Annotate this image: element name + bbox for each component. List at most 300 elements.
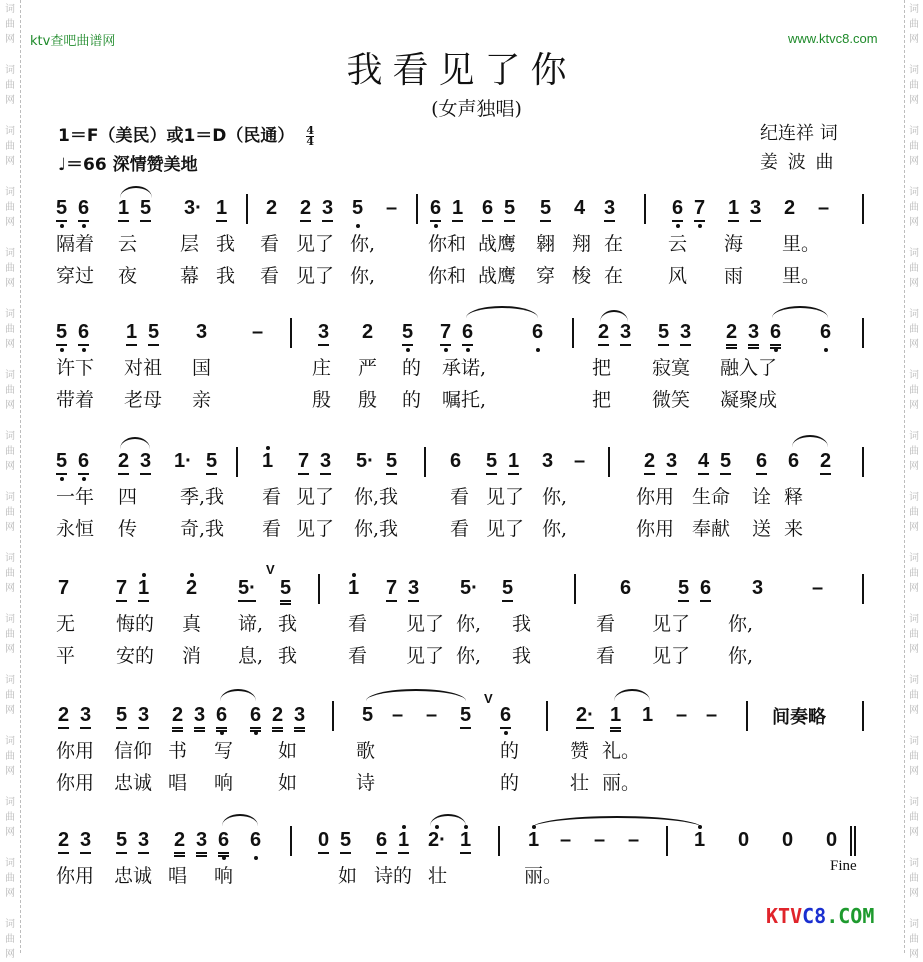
note: 6 [820, 321, 832, 343]
fine-marking: Fine [830, 858, 857, 874]
lyric-syllable: 嘱托, [442, 389, 487, 411]
margin-watermark: 词 曲 网 [909, 492, 919, 533]
tie-slur [120, 186, 152, 198]
dash-extension: – [594, 829, 606, 851]
note: 2 [644, 449, 655, 475]
margin-watermark: 词 曲 网 [5, 126, 15, 167]
time-signature-top: 4 [306, 123, 314, 137]
lyric-syllable: 我 [216, 265, 236, 287]
margin-watermark: 词 曲 网 [5, 736, 15, 777]
lyric-syllable: 对祖 [124, 357, 163, 379]
notes-row [56, 562, 868, 608]
note: 7 [440, 320, 451, 346]
lyric-syllable: 的 [402, 389, 422, 411]
lyric-syllable: 亲 [192, 389, 212, 411]
note: 1 [398, 828, 409, 854]
note: 3 [752, 577, 764, 599]
lyric-syllable: 见了 [406, 645, 445, 667]
margin-watermark: 词 曲 网 [909, 65, 919, 106]
lyric-line-2 [56, 644, 868, 670]
tie-slur [430, 814, 466, 826]
note: 2 [300, 196, 311, 222]
note: 1 [508, 449, 519, 475]
margin-watermark: 词 曲 网 [5, 492, 15, 533]
barline [862, 701, 864, 731]
lyric-syllable: 永恒 [56, 518, 95, 540]
lyric-syllable: 见了 [296, 518, 335, 540]
note: 6 [218, 828, 229, 857]
lyric-syllable: 战鹰 [478, 233, 517, 255]
dash-extension: – [560, 829, 572, 851]
lyric-syllable: 带着 [56, 389, 95, 411]
quarter-note-icon: ♩ [58, 155, 67, 175]
dash-extension: – [426, 704, 438, 726]
barline [746, 701, 748, 731]
lyric-syllable: 如 [338, 865, 358, 887]
note: 1 [642, 704, 654, 726]
note: 5· [238, 576, 256, 602]
lyric-syllable: 你用 [56, 865, 95, 887]
note: 0 [318, 828, 329, 854]
lyric-syllable: 看 [450, 486, 470, 508]
lyric-syllable: 寂寞 [652, 357, 691, 379]
note: 2 [58, 828, 69, 854]
time-signature-bottom: 4 [306, 134, 314, 148]
lyric-line-1 [56, 485, 868, 511]
lyric-syllable: 平 [56, 645, 76, 667]
lyric-syllable: 你,我 [354, 518, 399, 540]
lyric-syllable: 翱 [536, 233, 556, 255]
lyric-syllable: 来 [784, 518, 804, 540]
barline [862, 194, 864, 224]
lyric-syllable: 丽。 [524, 865, 563, 887]
note: 6 [620, 577, 632, 599]
note: 1 [460, 828, 471, 854]
lyric-syllable: 见了 [406, 613, 445, 635]
lyric-syllable: 送 [752, 518, 772, 540]
barline [246, 194, 248, 224]
lyric-syllable: 四 [118, 486, 138, 508]
lyric-line-2 [56, 264, 868, 290]
barline [424, 447, 426, 477]
lyric-line-1 [56, 232, 868, 258]
song-title: 我看见了你 [346, 50, 577, 91]
note: 1 [126, 320, 137, 346]
lyric-syllable: 生命 [692, 486, 731, 508]
lyric-syllable: 释 [784, 486, 804, 508]
lyricist-credit: 纪连祥 词 [760, 123, 838, 144]
dash-extension: – [812, 577, 824, 599]
dash-extension: – [706, 704, 718, 726]
note: 5 [140, 196, 151, 222]
lyric-syllable: 看 [450, 518, 470, 540]
lyric-syllable: 看 [262, 486, 282, 508]
note: 1 [348, 577, 360, 599]
note: 3 [80, 828, 91, 854]
lyric-syllable: 你, [728, 645, 754, 667]
barline [666, 826, 668, 856]
margin-watermark: 词 曲 网 [909, 248, 919, 289]
lyric-syllable: 严 [358, 357, 378, 379]
lyric-syllable: 我 [512, 645, 532, 667]
margin-watermark: 词 曲 网 [5, 675, 15, 716]
lyric-syllable: 看 [260, 233, 280, 255]
barline [572, 318, 574, 348]
note: 1 [118, 196, 129, 222]
note: 6 [482, 196, 493, 222]
lyric-syllable: 你, [728, 613, 754, 635]
note: 6 [78, 449, 89, 475]
note: 6 [250, 703, 261, 732]
lyric-syllable: 国 [192, 357, 212, 379]
barline [574, 574, 576, 604]
note: 3 [322, 196, 333, 222]
lyric-syllable: 你, [350, 265, 376, 287]
note: 5 [56, 449, 67, 475]
margin-watermark: 词 曲 网 [5, 919, 15, 960]
note: 3 [542, 450, 554, 472]
lyric-syllable: 壮 [428, 865, 448, 887]
note: 6 [672, 196, 683, 222]
key-signature [58, 121, 314, 147]
lyric-syllable: 见了 [486, 518, 525, 540]
lyric-line-2 [56, 517, 868, 543]
lyric-syllable: 你用 [636, 518, 675, 540]
margin-watermark: 词 曲 网 [5, 187, 15, 228]
lyric-syllable: 里。 [782, 233, 821, 255]
margin-watermark: 词 曲 网 [5, 65, 15, 106]
left-watermark-strip [0, 0, 21, 960]
note: 2 [272, 703, 283, 732]
lyric-syllable: 歌 [356, 740, 376, 762]
margin-watermark: 词 曲 网 [5, 248, 15, 289]
note: 2 [266, 197, 278, 219]
note: 3 [750, 196, 761, 222]
time-signature [306, 123, 314, 148]
lyric-line-1 [56, 356, 868, 382]
note: 5 [56, 320, 67, 346]
lyric-syllable: 融入了 [720, 357, 778, 379]
margin-watermark: 词 曲 网 [5, 309, 15, 350]
lyric-syllable: 忠诚 [114, 865, 153, 887]
tie-slur [600, 310, 628, 322]
lyric-syllable: 你, [350, 233, 376, 255]
note: 2 [186, 577, 198, 599]
margin-watermark: 词 曲 网 [909, 370, 919, 411]
lyric-line-1 [56, 739, 868, 765]
lyric-syllable: 层 [180, 233, 200, 255]
note: 2 [598, 320, 609, 346]
note: 6 [532, 321, 544, 343]
barline [644, 194, 646, 224]
lyric-syllable: 唱 [168, 772, 188, 794]
lyric-syllable: 忠诚 [114, 772, 153, 794]
margin-watermark: 词 曲 网 [909, 858, 919, 899]
note: 5 [502, 576, 513, 602]
lyric-syllable: 幕 [180, 265, 200, 287]
tie-slur [772, 306, 828, 318]
note: 5 [340, 828, 351, 854]
note: 3 [138, 828, 149, 854]
barline [236, 447, 238, 477]
barline [862, 574, 864, 604]
lyric-syllable: 消 [182, 645, 202, 667]
margin-watermark: 词 曲 网 [909, 919, 919, 960]
note: 2 [726, 320, 737, 349]
note: 6 [700, 576, 711, 602]
note: 1 [728, 196, 739, 222]
lyric-syllable: 殷 [358, 389, 378, 411]
note: 3 [318, 320, 329, 346]
note: 5 [460, 703, 471, 729]
note: 7 [386, 576, 397, 602]
note: 6 [78, 320, 89, 346]
note: 3 [196, 321, 208, 343]
note: 5 [504, 196, 515, 222]
note: 0 [782, 829, 794, 851]
lyric-syllable: 庄 [312, 357, 332, 379]
lyric-syllable: 见了 [652, 613, 691, 635]
note: 6 [250, 829, 262, 851]
margin-watermark: 词 曲 网 [5, 370, 15, 411]
barline [332, 701, 334, 731]
margin-watermark: 词 曲 网 [5, 797, 15, 838]
song-subtitle: (女声独唱) [431, 98, 522, 120]
lyric-syllable: 夜 [118, 265, 138, 287]
dash-extension: – [628, 829, 640, 851]
note: 6 [462, 320, 473, 346]
lyric-syllable: 战鹰 [478, 265, 517, 287]
note: 7 [694, 196, 705, 222]
notes-row [56, 449, 868, 481]
note: 1 [694, 829, 706, 851]
lyric-syllable: 看 [596, 645, 616, 667]
margin-watermark: 词 曲 网 [5, 4, 15, 45]
note: 5 [402, 320, 413, 346]
notes-row [56, 196, 868, 228]
note: 3 [196, 828, 207, 857]
note: 1 [138, 576, 149, 602]
margin-watermark: 词 曲 网 [5, 614, 15, 655]
breath-mark-icon: V [266, 562, 275, 577]
lyric-syllable: 见了 [296, 233, 335, 255]
margin-watermark: 词 曲 网 [5, 431, 15, 472]
note: 1 [262, 450, 274, 472]
lyric-line-1 [56, 612, 868, 638]
note: 1 [216, 196, 227, 222]
key-text: 1＝F（美民）或1＝D（民通） [58, 126, 295, 146]
note: 2· [576, 703, 594, 729]
note: 2 [58, 703, 69, 729]
margin-watermark: 词 曲 网 [909, 797, 919, 838]
tempo-text: ＝66 深情赞美地 [66, 155, 198, 175]
tie-slur [792, 435, 828, 447]
lyric-syllable: 在 [604, 233, 624, 255]
note: 6 [770, 320, 781, 349]
note: 3 [294, 703, 305, 732]
note: 7 [116, 576, 127, 602]
lyric-syllable: 的 [500, 772, 520, 794]
note: 3 [748, 320, 759, 349]
margin-watermark: 词 曲 网 [909, 126, 919, 167]
note: 5 [56, 196, 67, 222]
lyric-syllable: 你, [542, 518, 568, 540]
barline [290, 318, 292, 348]
margin-watermark: 词 曲 网 [909, 4, 919, 45]
lyric-syllable: 云 [118, 233, 138, 255]
lyric-syllable: 你用 [56, 772, 95, 794]
lyric-syllable: 书 [168, 740, 188, 762]
margin-watermark: 词 曲 网 [909, 736, 919, 777]
note: 3 [680, 320, 691, 346]
note: 5 [362, 704, 374, 726]
lyric-syllable: 丽。 [602, 772, 641, 794]
dash-extension: – [818, 197, 830, 219]
note: 6 [430, 196, 441, 222]
lyric-syllable: 诗的 [374, 865, 413, 887]
note: 3 [620, 320, 631, 346]
lyric-syllable: 风 [668, 265, 688, 287]
note: 5 [678, 576, 689, 602]
lyric-syllable: 你, [542, 486, 568, 508]
note: 2 [784, 197, 796, 219]
lyric-line-2 [56, 388, 868, 414]
lyric-syllable: 老母 [124, 389, 163, 411]
lyric-syllable: 诗 [356, 772, 376, 794]
lyric-syllable: 真 [182, 613, 202, 635]
note: 3 [140, 449, 151, 475]
lyric-syllable: 我 [278, 613, 298, 635]
note: 1· [174, 450, 192, 472]
lyric-syllable: 翔 [572, 233, 592, 255]
lyric-line-1 [56, 864, 868, 890]
margin-watermark: 词 曲 网 [909, 431, 919, 472]
barline [608, 447, 610, 477]
note: 3 [80, 703, 91, 729]
note: 5 [386, 449, 397, 475]
tie-slur [466, 306, 538, 318]
lyric-syllable: 我 [512, 613, 532, 635]
lyric-syllable: 礼。 [602, 740, 641, 762]
note: 6 [78, 196, 89, 222]
ktvc8-logo [766, 904, 874, 928]
lyric-syllable: 信仰 [114, 740, 153, 762]
lyric-syllable: 的 [500, 740, 520, 762]
note: 6 [756, 449, 767, 475]
lyric-syllable: 的 [402, 357, 422, 379]
lyric-syllable: 微笑 [652, 389, 691, 411]
note: 5· [356, 450, 374, 472]
note: 2 [118, 449, 129, 475]
lyric-syllable: 里。 [782, 265, 821, 287]
note: 5 [352, 197, 364, 219]
note: 6 [500, 703, 511, 729]
dash-extension: – [574, 450, 586, 472]
note: 3 [408, 576, 419, 602]
lyric-syllable: 许下 [56, 357, 95, 379]
notes-row [56, 320, 868, 352]
note: 6 [216, 703, 227, 732]
barline [862, 318, 864, 348]
note: 5 [206, 449, 217, 475]
tie-slur [614, 689, 650, 701]
note: 2 [362, 321, 374, 343]
note: 1 [610, 703, 621, 732]
lyric-syllable: 写 [214, 740, 234, 762]
lyric-syllable: 你用 [636, 486, 675, 508]
barline [498, 826, 500, 856]
note: 5 [116, 828, 127, 854]
tie-slur [532, 816, 702, 828]
lyric-syllable: 看 [348, 645, 368, 667]
margin-watermark: 词 曲 网 [909, 187, 919, 228]
lyric-syllable: 如 [278, 772, 298, 794]
right-watermark-strip [904, 0, 923, 960]
lyric-syllable: 传 [118, 518, 138, 540]
lyric-syllable: 一年 [56, 486, 95, 508]
note: 5 [720, 449, 731, 475]
margin-watermark: 词 曲 网 [909, 553, 919, 594]
note: 5 [116, 703, 127, 729]
note: 0 [738, 829, 750, 851]
note: 3 [604, 196, 615, 222]
lyric-syllable: 海 [724, 233, 744, 255]
tie-slur [366, 689, 466, 701]
lyric-syllable: 奇,我 [180, 518, 225, 540]
note: 3 [666, 449, 677, 475]
margin-watermark: 词 曲 网 [5, 858, 15, 899]
note: 5 [658, 320, 669, 346]
note: 0 [826, 829, 838, 851]
note: 2 [172, 703, 183, 732]
lyric-syllable: 看 [260, 265, 280, 287]
lyric-syllable: 在 [604, 265, 624, 287]
lyric-syllable: 殷 [312, 389, 332, 411]
note: 5· [460, 577, 478, 599]
note: 2 [174, 828, 185, 857]
lyric-syllable: 云 [668, 233, 688, 255]
lyric-syllable: 诠 [752, 486, 772, 508]
barline [318, 574, 320, 604]
lyric-syllable: 承诺, [442, 357, 487, 379]
margin-watermark: 词 曲 网 [909, 309, 919, 350]
lyric-syllable: 季,我 [180, 486, 225, 508]
note: 3· [184, 197, 202, 219]
margin-watermark: 词 曲 网 [5, 553, 15, 594]
lyric-syllable: 悔的 [116, 613, 155, 635]
lyric-syllable: 看 [348, 613, 368, 635]
lyric-syllable: 你, [456, 613, 482, 635]
note: 6 [788, 450, 800, 472]
note: 5 [148, 320, 159, 346]
barline [546, 701, 548, 731]
note: 3 [194, 703, 205, 732]
margin-watermark: 词 曲 网 [909, 614, 919, 655]
note: 1 [452, 196, 463, 222]
final-barline [850, 826, 852, 856]
lyric-syllable: 如 [278, 740, 298, 762]
lyric-syllable: 穿 [536, 265, 556, 287]
lyric-syllable: 把 [592, 389, 612, 411]
note: 2· [428, 829, 446, 851]
lyric-syllable: 雨 [724, 265, 744, 287]
margin-watermark: 词 曲 网 [909, 675, 919, 716]
barline [290, 826, 292, 856]
note: 7 [298, 449, 309, 475]
tempo-marking [58, 150, 198, 175]
lyric-syllable: 唱 [168, 865, 188, 887]
note: 4 [574, 197, 586, 219]
